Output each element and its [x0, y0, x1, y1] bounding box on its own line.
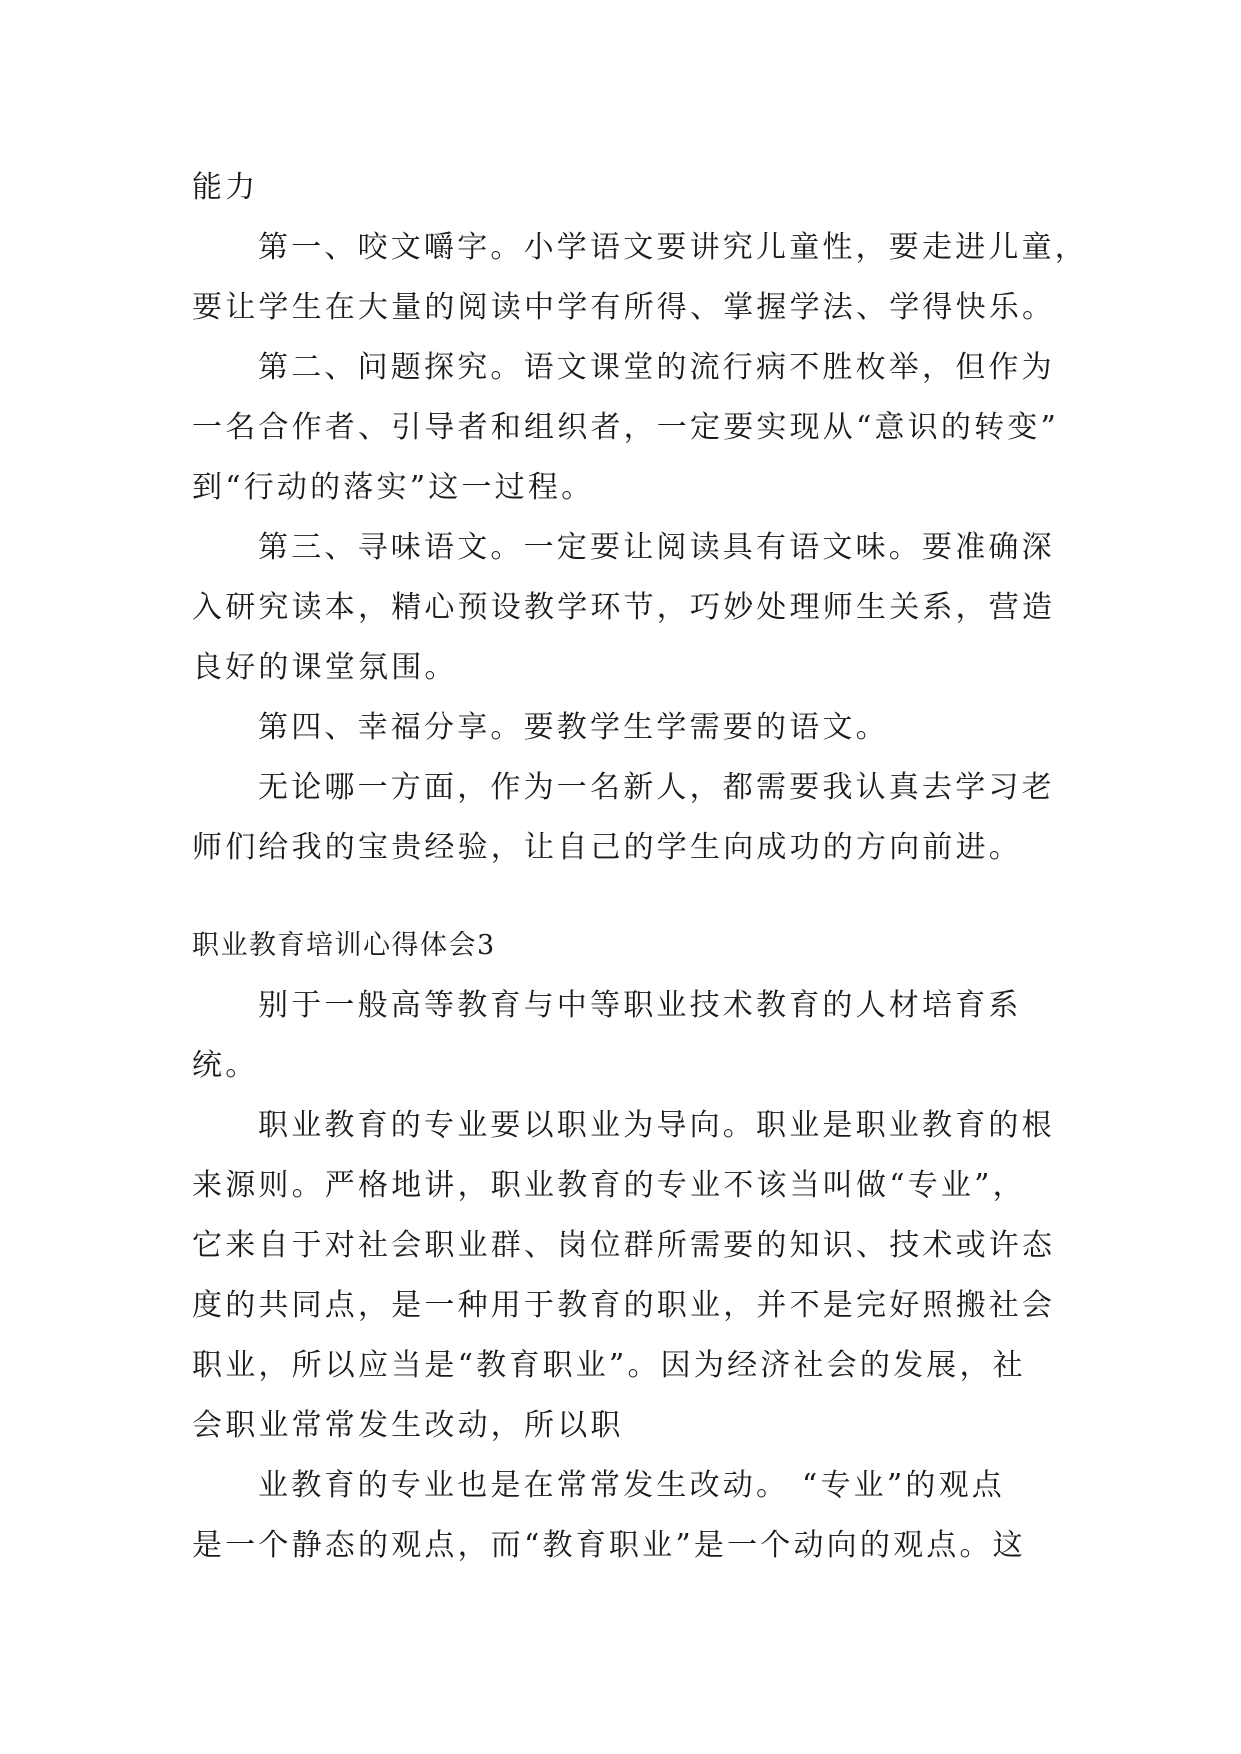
- text-line: 是一个静态的观点，而“教育职业”是一个动向的观点。这: [192, 1528, 1026, 1563]
- text-line: 到“行动的落实”这一过程。: [192, 470, 595, 505]
- text-line: 要让学生在大量的阅读中学有所得、掌握学法、学得快乐。: [192, 290, 1056, 325]
- text-line: 良好的课堂氛围。: [192, 650, 458, 685]
- text-line: 一名合作者、引导者和组织者，一定要实现从“意识的转变”: [192, 410, 1060, 445]
- text-line: 能力: [192, 170, 259, 205]
- paragraph-line: 无论哪一方面，作为一名新人，都需要我认真去学习老: [258, 770, 1055, 805]
- text-line: 职业，所以应当是“教育职业”。因为经济社会的发展，社: [192, 1348, 1026, 1383]
- paragraph-line: 职业教育的专业要以职业为导向。职业是职业教育的根: [258, 1108, 1055, 1143]
- paragraph-line: 别于一般高等教育与中等职业技术教育的人材培育系: [258, 988, 1022, 1023]
- text-line: 师们给我的宝贵经验，让自己的学生向成功的方向前进。: [192, 830, 1022, 865]
- paragraph-line: 第四、幸福分享。要教学生学需要的语文。: [258, 710, 889, 745]
- paragraph-line: 第二、问题探究。语文课堂的流行病不胜枚举，但作为: [258, 350, 1055, 385]
- text-line: 入研究读本，精心预设教学环节，巧妙处理师生关系，营造: [192, 590, 1056, 625]
- text-line: 度的共同点，是一种用于教育的职业，并不是完好照搬社会: [192, 1288, 1056, 1323]
- text-line: 会职业常常发生改动，所以职: [192, 1408, 624, 1443]
- paragraph-line: 第一、咬文嚼字。小学语文要讲究儿童性，要走进儿童，: [258, 230, 1088, 265]
- paragraph-line: 业教育的专业也是在常常发生改动。 “专业”的观点: [258, 1468, 1006, 1503]
- text-line: 统。: [192, 1048, 259, 1083]
- text-line: 来源则。严格地讲，职业教育的专业不该当叫做“专业”，: [192, 1168, 1026, 1203]
- paragraph-line: 第三、寻味语文。一定要让阅读具有语文味。要准确深: [258, 530, 1055, 565]
- section-heading: 职业教育培训心得体会3: [192, 930, 496, 961]
- text-line: 它来自于对社会职业群、岗位群所需要的知识、技术或许态: [192, 1228, 1056, 1263]
